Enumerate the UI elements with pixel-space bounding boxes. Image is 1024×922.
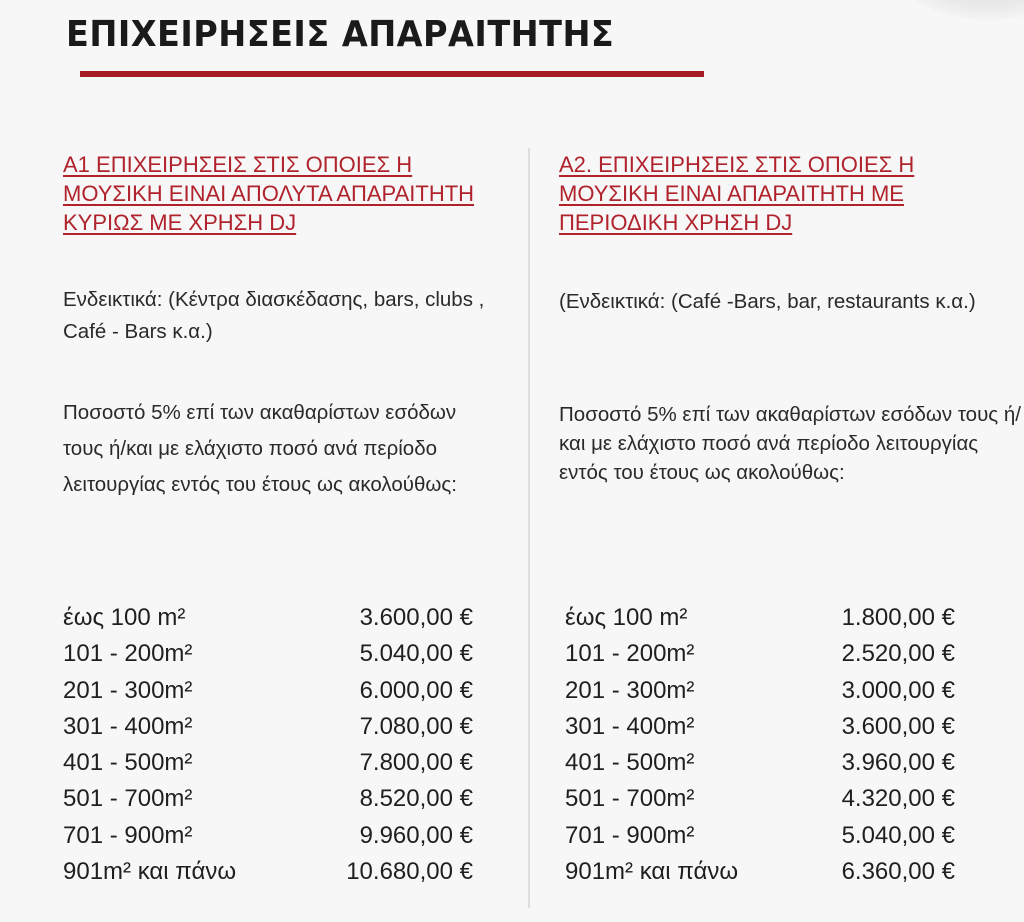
fee-amount: 6.000,00 €: [359, 676, 473, 704]
fee-amount: 5.040,00 €: [359, 640, 473, 668]
fee-row: [63, 745, 473, 781]
column-a1-heading: Α1 ΕΠΙΧΕΙΡΗΣΕΙΣ ΣΤΙΣ ΟΠΟΙΕΣ Η ΜΟΥΣΙΚΗ ΕΙΝΑΙ ΑΠΟΛΥΤΑ ΑΠΑΡΑΙΤΗΤΗ ΚΥΡΙΩΣ ΜΕ ΧΡΗΣΗ DJ: [63, 152, 475, 235]
fee-row: [63, 854, 473, 890]
fee-row: [565, 600, 965, 636]
title-underline: [80, 71, 704, 77]
fee-amount: 7.080,00 €: [359, 712, 473, 740]
fee-range: έως 100 m²: [63, 604, 186, 631]
fee-range: 101 - 200m²: [565, 640, 695, 668]
fee-range: 501 - 700m²: [63, 785, 193, 813]
fee-amount: 7.800,00 €: [359, 749, 473, 777]
fee-row: [565, 745, 965, 781]
fee-row: [63, 600, 473, 636]
column-a1-rate-text: Ποσοστό 5% επί των ακαθαρίστων εσόδων τους ή/και με ελάχιστο ποσό ανά περίοδο λειτουργίας εντός του έτους ως ακολούθως:: [63, 401, 457, 496]
fee-range: 301 - 400m²: [63, 712, 193, 740]
fee-amount: 5.040,00 €: [841, 821, 955, 849]
fee-range: 201 - 300m²: [565, 676, 695, 704]
fee-range: 401 - 500m²: [565, 749, 695, 777]
fee-row: [565, 781, 965, 817]
fee-amount: 4.320,00 €: [841, 785, 955, 813]
fee-range: 301 - 400m²: [565, 712, 695, 740]
corner-decoration: [884, 0, 1024, 20]
fee-row: [63, 818, 473, 854]
fee-row: [63, 673, 473, 709]
fee-range: έως 100 m²: [565, 604, 688, 631]
fee-range: 901m² και πάνω: [565, 858, 739, 886]
fee-range: 401 - 500m²: [63, 749, 193, 777]
fee-row: [565, 673, 965, 709]
fee-range: 901m² και πάνω: [63, 858, 237, 886]
fee-amount: 9.960,00 €: [359, 821, 473, 849]
fee-row: [565, 709, 965, 745]
column-a1-fee-table: [63, 600, 473, 890]
fee-row: [63, 636, 473, 672]
fee-amount: 1.800,00 €: [841, 604, 955, 631]
column-a2-examples-block: [559, 284, 1024, 318]
fee-range: 701 - 900m²: [63, 821, 193, 849]
column-a2-rate-text: Ποσοστό 5% επί των ακαθαρίστων εσόδων τους ή/και με ελάχιστο ποσό ανά περίοδο λειτουργίας εντός του έτους ως ακολούθως:: [559, 403, 1021, 484]
fee-amount: 3.000,00 €: [841, 676, 955, 704]
fee-row: [63, 781, 473, 817]
page-title: ΕΠΙΧΕΙΡΗΣΕΙΣ ΑΠΑΡΑΙΤΗΤΗΣ: [66, 14, 615, 55]
fee-amount: 3.600,00 €: [841, 712, 955, 740]
fee-range: 101 - 200m²: [63, 640, 193, 668]
fee-amount: 3.600,00 €: [359, 604, 473, 631]
fee-range: 701 - 900m²: [565, 821, 695, 849]
column-a2-heading: Α2. ΕΠΙΧΕΙΡΗΣΕΙΣ ΣΤΙΣ ΟΠΟΙΕΣ Η ΜΟΥΣΙΚΗ ΕΙΝΑΙ ΑΠΑΡΑΙΤΗΤΗ ΜΕ ΠΕΡΙΟΔΙΚΗ ΧΡΗΣΗ DJ: [559, 152, 915, 235]
fee-amount: 3.960,00 €: [841, 749, 955, 777]
fee-amount: 6.360,00 €: [841, 858, 955, 886]
fee-amount: 2.520,00 €: [841, 640, 955, 668]
column-a2-fee-table: [565, 600, 965, 890]
fee-amount: 8.520,00 €: [359, 785, 473, 813]
fee-row: [565, 636, 965, 672]
fee-range: 501 - 700m²: [565, 785, 695, 813]
fee-range: 201 - 300m²: [63, 676, 193, 704]
fee-row: [565, 854, 965, 890]
column-a1-examples: Ενδεικτικά: (Κέντρα διασκέδασης, bars, clubs , Café - Bars κ.α.): [63, 288, 485, 343]
column-a2-examples: (Ενδεικτικά: (Café -Bars, bar, restaurants κ.α.): [559, 290, 976, 313]
column-divider: [528, 148, 530, 908]
fee-row: [565, 818, 965, 854]
fee-row: [63, 709, 473, 745]
fee-amount: 10.680,00 €: [346, 858, 473, 886]
